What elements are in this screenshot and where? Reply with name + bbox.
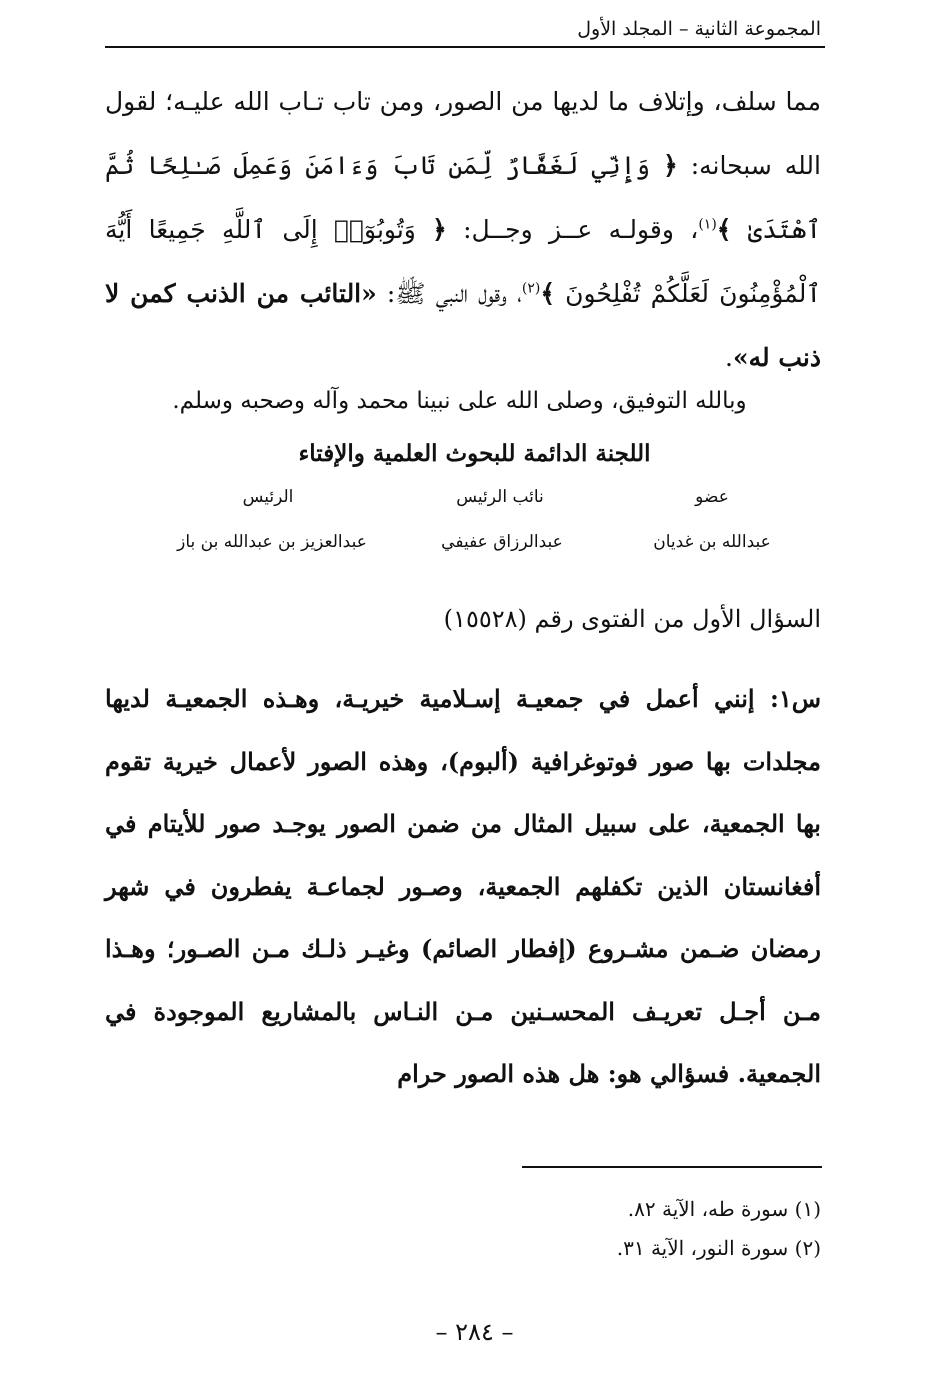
footnote-separator	[522, 1166, 822, 1168]
footnote-1: (١) سورة طه، الآية ٨٢.	[627, 1197, 821, 1221]
quran-close-bracket: ﴾	[716, 215, 732, 244]
page-number: – ٢٨٤ –	[435, 1318, 514, 1346]
member-role-3: الرئيس	[242, 487, 294, 507]
quran-verse-1: وَإِنِّي لَغَفَّارٌ لِّمَن تَابَ وَءَامَنَ وَعَمِلَ صَـٰلِحًا ثُمَّ ٱهْتَدَىٰ	[105, 151, 822, 244]
member-name-1: عبدالله بن غديان	[653, 532, 771, 552]
hadith-quote: «التائب من الذنب كمن لا ذنب له»	[105, 279, 821, 372]
committee-title: اللجنة الدائمة للبحوث العلمية والإفتاء	[298, 440, 651, 467]
footnote-2: (٢) سورة النور، الآية ٣١.	[616, 1236, 821, 1260]
quran-close-bracket: ﴾	[540, 279, 555, 308]
answer-text-part-1: مما سلف، وإتلاف ما لديها من الصور، ومن تاب تـاب الله عليـه؛ لقول الله سبحانه:	[105, 87, 821, 180]
closing-formula: وبالله التوفيق، وصلى الله على نبينا محمد وآله وصحبه وسلم.	[172, 388, 747, 414]
member-role-1: عضو	[695, 487, 729, 507]
quran-verse-2: وَتُوبُوٓا۟ إِلَى ٱللَّهِ جَمِيعًا أَيُّهَ ٱلْمُؤْمِنُونَ لَعَلَّكُمْ تُفْلِحُونَ	[105, 215, 821, 308]
footnote-ref-2: (٢)	[521, 280, 541, 297]
answer-paragraph	[105, 70, 821, 390]
answer-text-end: .	[725, 343, 733, 372]
question-paragraph: س١: إنني أعمل في جمعيـة إسـلامية خيريـة، وهـذه الجمعيـة لديها مجلدات بها صور فوتوغرافية (ألبوم)، وهذه الصور لأعمال خيرية تقوم بها الجمعية، على سبيل المثال من ضمن الصور يوجـد صور للأيتام في أفغانستان الذين تكفلهم الجمعية، وصـور لجماعـة يفطرون في شهر رمضان ضـمن مشـروع (إفطار الصائم) وغيـر ذلـك مـن الصـور؛ وهـذا مـن أجـل تعريـف المحسـنين مـن النـاس بالمشاريع الموجودة في الجمعية. فسؤالي هو: هل هذه الصور حرام	[105, 684, 821, 1088]
footnote-ref-1: (١)	[698, 216, 717, 233]
member-name-3: عبدالعزيز بن عبدالله بن باز	[177, 532, 367, 552]
answer-text-part-2: ، وقولـه عــز وجــل:	[446, 215, 699, 244]
member-name-2: عبدالرزاق عفيفي	[441, 532, 563, 552]
quran-open-bracket: ﴿	[432, 215, 447, 244]
header-rule	[105, 46, 825, 48]
member-role-2: نائب الرئيس	[456, 487, 544, 507]
running-header: المجموعة الثانية – المجلد الأول	[577, 18, 821, 40]
fatwa-reference: السؤال الأول من الفتوى رقم (١٥٥٢٨)	[443, 605, 821, 633]
answer-text-part-3: ، وقول النبي ﷺ:	[376, 279, 522, 308]
quran-open-bracket: ﴿	[663, 151, 678, 180]
